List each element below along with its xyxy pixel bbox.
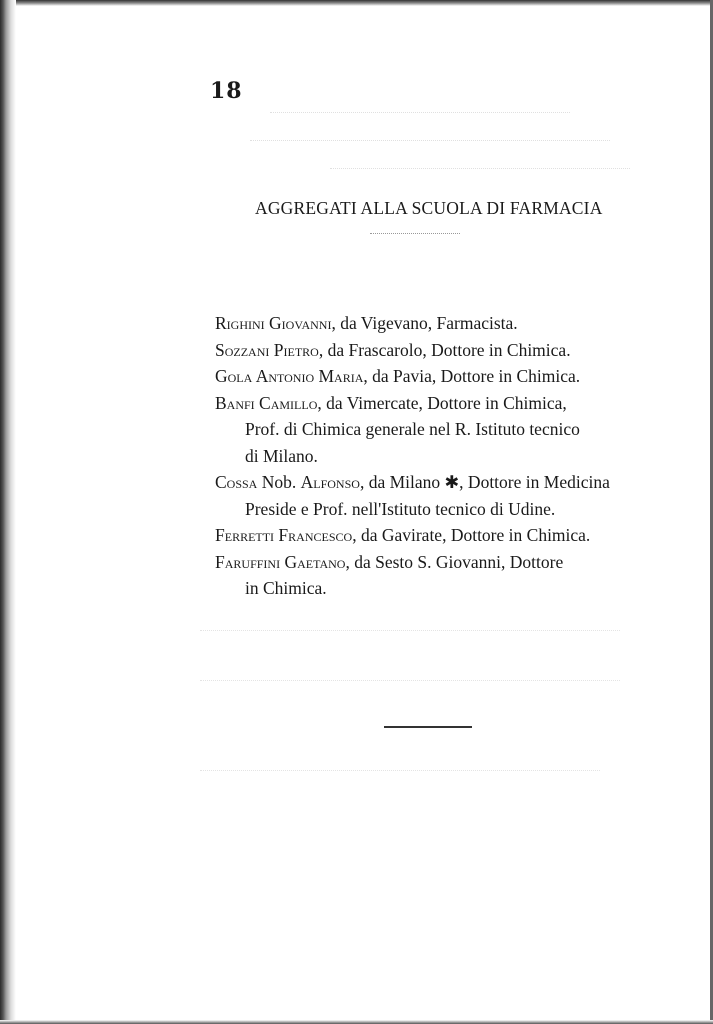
member-given-name: Alfonso	[300, 472, 360, 492]
page-edge-bottom	[0, 1020, 713, 1024]
show-through-mark	[250, 140, 610, 151]
end-rule	[384, 726, 472, 728]
member-details: , da Milano ✱, Dottore in Medicina	[359, 472, 610, 492]
member-name: Faruffini Gaetano	[215, 551, 346, 572]
page-number: 18	[210, 78, 243, 104]
show-through-mark	[330, 168, 630, 179]
member-name: Ferretti Francesco	[215, 525, 353, 545]
member-details-continued: Prof. di Chimica generale nel R. Istituto tecnico	[245, 419, 580, 439]
member-name: Righini Giovanni	[215, 313, 332, 333]
member-details: , da Gavirate, Dottore in Chimica.	[352, 525, 591, 545]
member-name: Cossa	[215, 472, 258, 492]
member-details: , da Vimercate, Dottore in Chimica,	[317, 392, 567, 413]
show-through-mark	[200, 680, 620, 691]
list-item	[215, 310, 655, 337]
list-item	[215, 522, 655, 549]
member-name: Banfi Camillo	[215, 392, 318, 413]
page-edge-top	[0, 0, 713, 6]
section-title: AGGREGATI ALLA SCUOLA DI FARMACIA	[255, 198, 603, 218]
member-name: Gola Antonio Maria	[215, 366, 364, 386]
title-ornament-rule	[370, 233, 460, 235]
list-item	[215, 390, 655, 470]
member-details-continued: Preside e Prof. nell'Istituto tecnico di Udine.	[245, 498, 556, 519]
list-item	[215, 363, 655, 390]
member-name: Sozzani Pietro	[215, 339, 319, 360]
page-edge-left	[0, 0, 16, 1024]
show-through-mark	[200, 770, 600, 781]
list-item	[215, 549, 655, 602]
list-item	[215, 337, 655, 364]
member-details: , da Pavia, Dottore in Chimica.	[363, 366, 581, 386]
member-details-continued: in Chimica.	[245, 578, 327, 598]
member-details-continued: di Milano.	[245, 445, 318, 466]
member-details: , da Sesto S. Giovanni, Dottore	[345, 551, 564, 572]
show-through-mark	[200, 630, 620, 641]
list-item	[215, 469, 655, 522]
member-details: , da Frascarolo, Dottore in Chimica.	[318, 339, 571, 360]
member-list	[215, 310, 655, 602]
show-through-mark	[270, 112, 570, 123]
member-title: Nob.	[257, 472, 301, 492]
member-details: , da Vigevano, Farmacista.	[331, 313, 518, 333]
